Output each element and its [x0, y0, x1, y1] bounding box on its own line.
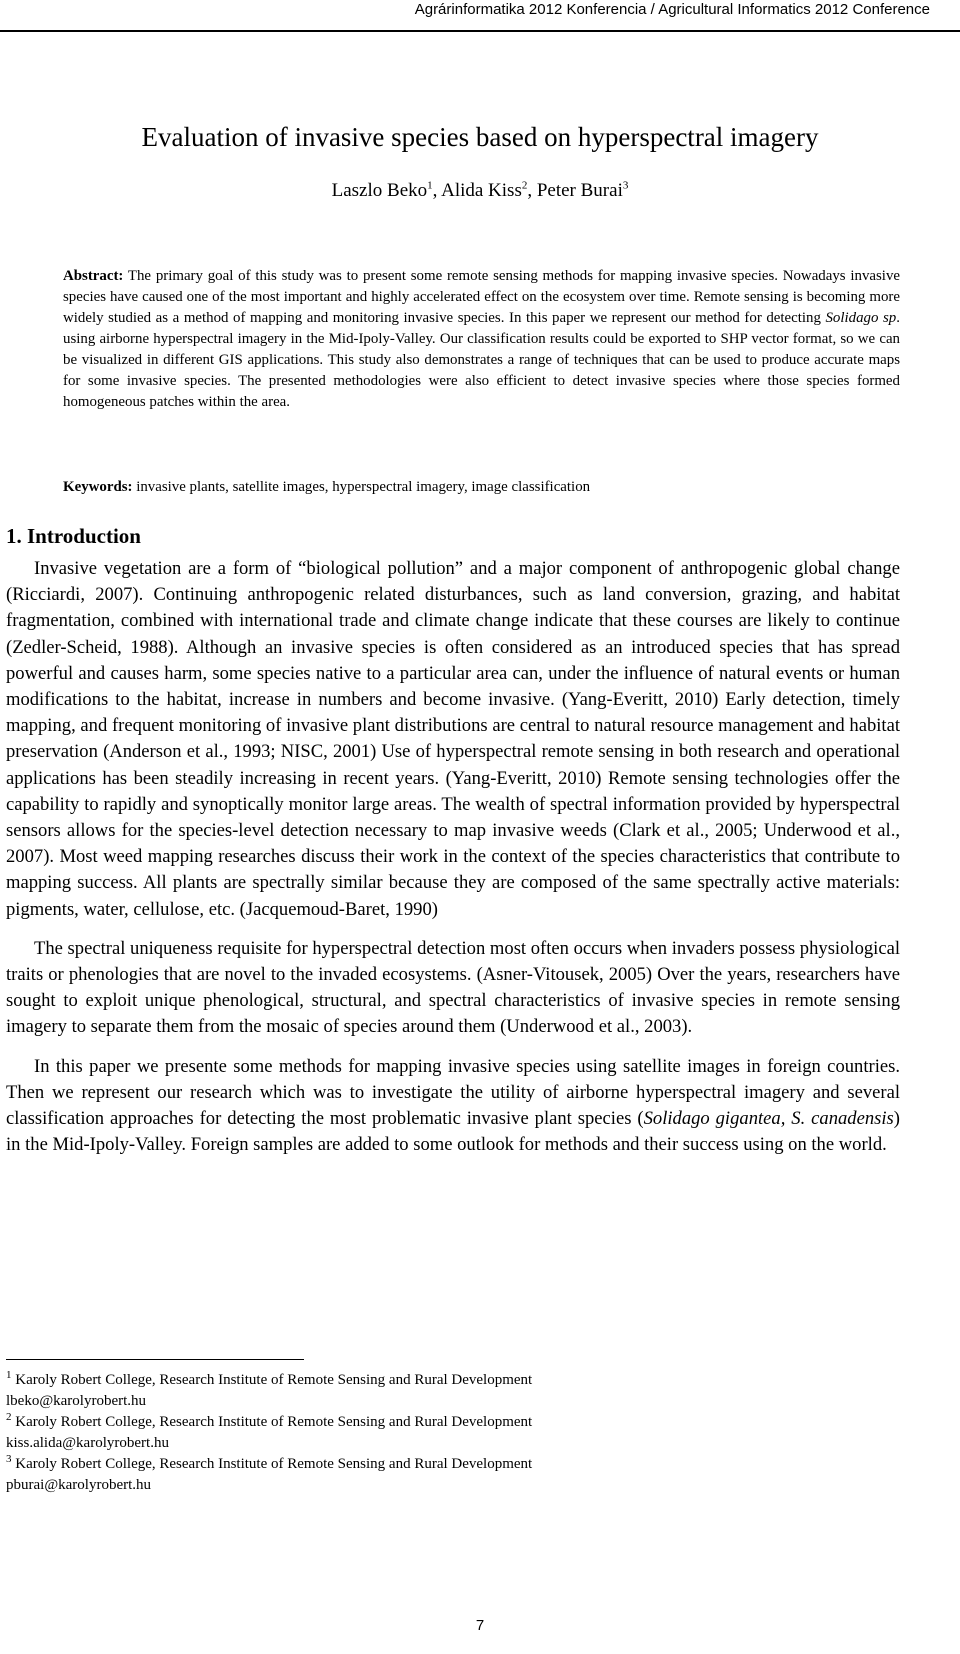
author-separator: ,	[527, 180, 537, 201]
keywords	[63, 477, 900, 498]
introduction-body	[6, 556, 900, 1171]
footnote-affiliation	[6, 1412, 900, 1433]
keywords-text: invasive plants, satellite images, hyperspectral imagery, image classification	[132, 479, 591, 495]
author-name: Peter Burai	[536, 180, 623, 201]
footnote-email: pburai@karolyrobert.hu	[6, 1477, 152, 1493]
abstract-text-continued: . using airborne hyperspectral imagery in the Mid-Ipoly-Valley. Our classification results could be exported to SHP vector format, so we can be visualized in different GIS applications. This study also demonstrates a range of techniques that can be used to produce accurate maps for some invasive species. The presented methodologies were also efficient to detect invasive species where those species formed homogeneous patches within the area.	[63, 310, 900, 410]
footnote-affiliation	[6, 1370, 900, 1391]
footnote-number: 3	[6, 1453, 12, 1465]
footnote-number: 1	[6, 1369, 12, 1381]
paragraph-3-text-continued: ) in the Mid-Ipoly-Valley. Foreign samples are added to some outlook for methods and their success using on the world.	[6, 1108, 900, 1156]
abstract-species: Solidago sp	[825, 310, 897, 326]
footnote-affiliation	[6, 1454, 900, 1475]
paragraph-3	[6, 1054, 900, 1159]
paragraph-3-text: In this paper we presente some methods for mapping invasive species using satellite images in foreign countries. Then we represent our research which was to investigate the utility of airborne hyperspectral imagery and several classification approaches for detecting the most problematic invasive plant species (	[6, 1055, 900, 1130]
keywords-label: Keywords:	[63, 479, 133, 495]
author-line	[0, 178, 960, 204]
abstract-label: Abstract:	[63, 268, 124, 284]
conference-header: Agrárinformatika 2012 Konferencia / Agricultural Informatics 2012 Conference	[0, 0, 960, 32]
paper-title: Evaluation of invasive species based on hyperspectral imagery	[141, 122, 819, 152]
page-number: 7	[475, 1617, 485, 1634]
footnote-number: 2	[6, 1411, 12, 1423]
author-name: Laszlo Beko	[331, 180, 428, 201]
affiliation-mark: 1	[427, 179, 433, 192]
paragraph-2: The spectral uniqueness requisite for hyperspectral detection most often occurs when invaders possess physiological traits or phenologies that are novel to the invaded ecosystems. (Asner-Vitousek, 2005) Over the years, researchers have sought to exploit unique phenological, structural, and spectral characteristics of invasive species in remote sensing imagery to separate them from the mosaic of species around them (Underwood et al., 2003).	[6, 937, 900, 1038]
footnote-email: kiss.alida@karolyrobert.hu	[6, 1435, 169, 1451]
footnotes	[6, 1370, 900, 1496]
abstract	[63, 266, 900, 413]
footnote-text: Karoly Robert College, Research Institute of Remote Sensing and Rural Development	[11, 1414, 533, 1430]
footnote-email: lbeko@karolyrobert.hu	[6, 1393, 147, 1409]
footnote-text: Karoly Robert College, Research Institute of Remote Sensing and Rural Development	[11, 1456, 533, 1472]
species-names: Solidago gigantea, S. canadensis	[643, 1108, 894, 1130]
author-name: Alida Kiss	[441, 180, 522, 201]
affiliation-mark: 2	[521, 179, 528, 192]
footnote-text: Karoly Robert College, Research Institute of Remote Sensing and Rural Development	[11, 1372, 533, 1388]
author-separator: ,	[432, 180, 442, 201]
abstract-text: The primary goal of this study was to present some remote sensing methods for mapping invasive species. Nowadays invasive species have caused one of the most important and highly accelerated effect on the ecosystem over time. Remote sensing is becoming more widely studied as a method of mapping and monitoring invasive species. In this paper we represent our method for detecting	[63, 268, 900, 326]
affiliation-mark: 3	[622, 179, 629, 192]
footnote-rule	[6, 1359, 304, 1360]
section-heading: 1. Introduction	[6, 524, 141, 548]
paragraph-1: Invasive vegetation are a form of “biological pollution” and a major component of anthropogenic global change (Ricciardi, 2007). Continuing anthropogenic related disturbances, such as land conversion, grazing, and habitat fragmentation, combined with international trade and climate change indicate that these courses are likely to continue (Zedler-Scheid, 1988). Although an invasive species is often considered as an introduced species that has spread powerful and causes harm, some species native to a particular area can, under the influence of natural events or human modifications to the habitat, increase in numbers and become invasive. (Yang-Everitt, 2010) Early detection, timely mapping, and frequent monitoring of invasive plant distributions are central to natural resource management and habitat preservation (Anderson et al., 1993; NISC, 2001) Use of hyperspectral remote sensing in both research and operational applications has been steadily increasing in recent years. (Yang-Everitt, 2010) Remote sensing technologies offer the capability to rapidly and synoptically monitor large areas. The wealth of spectral information provided by hyperspectral sensors allows for the species-level detection necessary to map invasive weeds (Clark et al., 2005; Underwood et al., 2007). Most weed mapping researches discuss their work in the context of the species characteristics that contribute to mapping success. All plants are spectrally similar because they are composed of the same spectrally active materials: pigments, water, cellulose, etc. (Jacquemoud-Baret, 1990)	[6, 558, 900, 920]
